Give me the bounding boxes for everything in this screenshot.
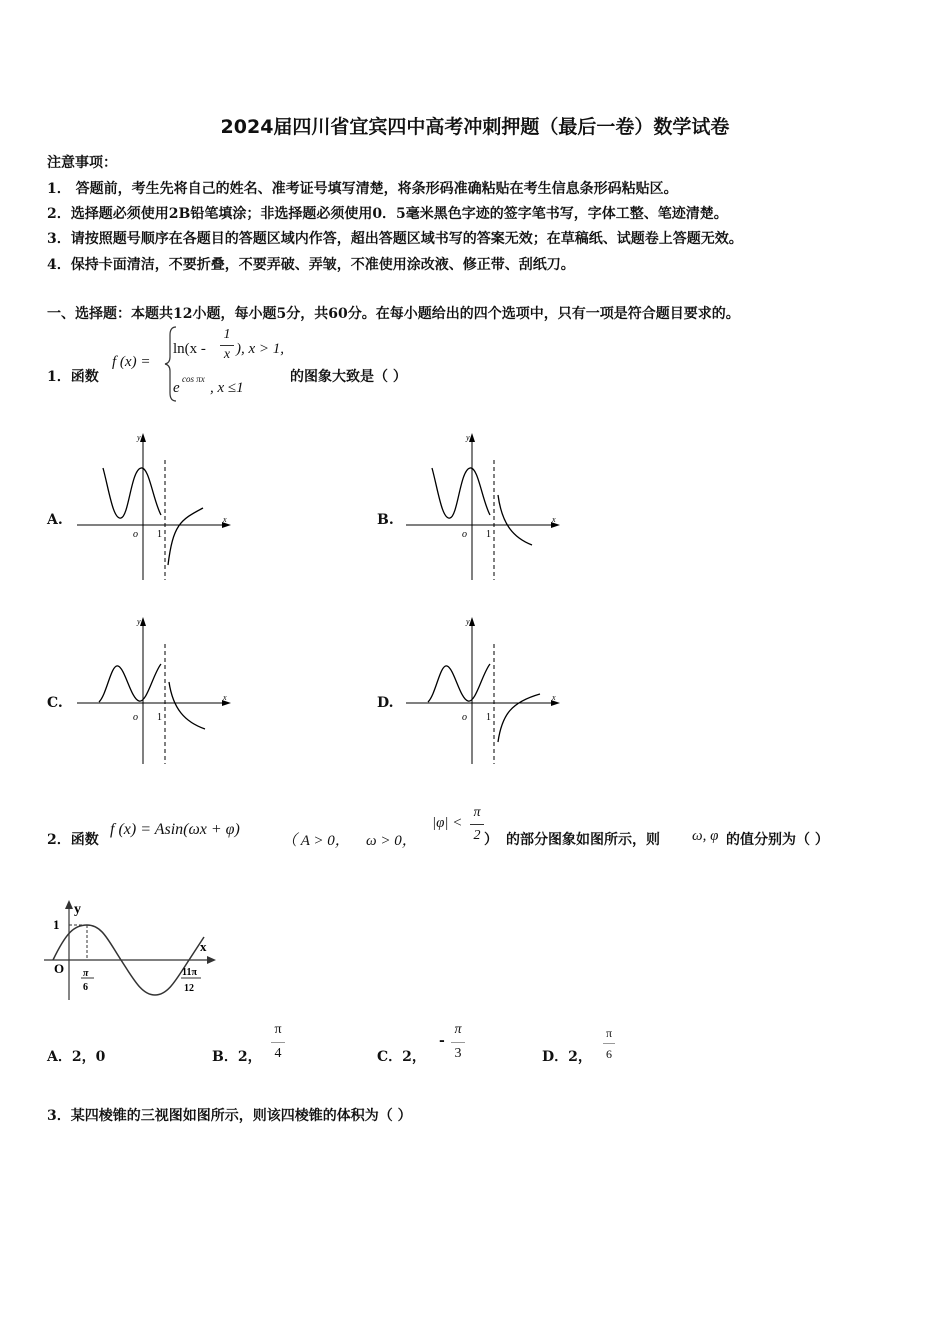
q2-tick2-den: 12 [184,983,194,994]
q1-c-curve-right [169,682,205,729]
q2-cond3-close: ） [484,832,498,848]
q2-suffix2: 的值分别为（ ） [726,832,829,848]
q2-option-b-label: B．2， [212,1049,262,1065]
q2-xlabel: x [200,939,207,954]
notice-item-1: 1． 答题前，考生先将自己的姓名、准考证号填写清楚，将条形码准确粘贴在考生信息条形码粘贴区。 [47,181,678,197]
q2-tick1-num: π [83,968,89,979]
notice-item-3: 3．请按照题号顺序在各题目的答题区域内作答，超出答题区域书写的答案无效；在草稿纸、试题卷上答题无效。 [47,231,743,247]
q1-option-a-label: A. [47,512,63,528]
q2-option-d-label: D．2， [542,1049,592,1065]
q1-case2-tail: , x ≤1 [210,380,244,396]
q2-option-b-bar [271,1042,285,1043]
q2-prefix: 2．函数 [47,832,99,848]
q2-cond2: ω > 0， [366,833,417,849]
q1-case2-exp: cos πx [182,374,205,384]
q2-one: 1 [53,917,60,932]
q1-option-c-label: C. [47,695,63,711]
q1-c-one: 1 [157,712,162,723]
page-title: 2024届四川省宜宾四中高考冲刺押题（最后一卷）数学试卷 [220,116,730,138]
q1-b-origin: o [462,529,467,540]
q1-d-curve-left [428,664,490,702]
q1-d-one: 1 [486,712,491,723]
q2-option-d-num: π [605,1026,613,1040]
q2-option-c-num: π [454,1022,462,1037]
q1-d-ylabel: y [466,617,470,626]
q1-a-curve-right [168,508,203,565]
q2-option-d-bar [603,1043,615,1044]
q1-fx: f (x) = [112,354,151,370]
q2-option-c-den: 3 [454,1046,462,1061]
q2-sine-graph [44,895,220,1005]
q1-a-one: 1 [157,529,162,540]
q1-case1: ln(x - [173,341,206,357]
q2-tick1-den: 6 [83,982,88,993]
q2-origin: O [54,961,65,976]
q1-d-xlabel: x [552,693,556,702]
q1-b-curve-left [432,468,490,518]
q2-cond3-num: π [473,805,481,820]
q2-formula: f (x) = Asin(ωx + φ) [110,821,240,838]
q2-vars: ω, φ [692,828,719,844]
q1-option-c-graph [75,614,235,766]
q1-c-ylabel: y [137,617,141,626]
q2-option-d-den: 6 [606,1047,612,1061]
q1-a-curve-left [103,468,161,518]
q1-a-origin: o [133,529,138,540]
q1-option-d-graph [404,614,564,766]
notice-heading: 注意事项： [47,155,117,171]
q2-cond3-den: 2 [473,828,481,843]
q1-case1-tail: ), x > 1, [236,341,285,357]
q1-b-xlabel: x [552,515,556,524]
q1-b-curve-right [498,495,532,545]
notice-item-4: 4．保持卡面清洁，不要折叠，不要弄破、弄皱，不准使用涂改液、修正带、刮纸刀。 [47,257,575,273]
q2-option-b-den: 4 [274,1046,282,1061]
q2-cond3-lhs: |φ| < [432,815,463,831]
q1-suffix: 的图象大致是（ ） [290,369,407,385]
q2-cond3-bar [470,824,484,825]
q2-option-c-sign: - [439,1033,445,1049]
section-heading: 一、选择题：本题共12小题，每小题5分，共60分。在每小题给出的四个选项中，只有一项是符合题目要求的。 [47,306,740,322]
q1-prefix: 1．函数 [47,369,99,385]
q2-option-c-bar [451,1042,465,1043]
q1-d-curve-right [498,694,540,742]
q1-option-d-label: D. [377,695,394,711]
q3-text: 3．某四棱锥的三视图如图所示，则该四棱锥的体积为（ ） [47,1108,412,1124]
q2-ylabel: y [74,902,81,917]
q2-option-b-num: π [274,1022,282,1037]
q1-option-b-graph [404,430,564,582]
q1-c-origin: o [133,712,138,723]
q1-frac-den: x [223,347,231,362]
q1-frac-num: 1 [223,327,231,342]
q2-suffix: 的部分图象如图所示，则 [506,832,660,848]
notice-item-2: 2．选择题必须使用2B铅笔填涂；非选择题必须使用0．5毫米黑色字迹的签字笔书写，字体工整、笔迹清楚。 [47,206,728,222]
q2-option-a: A．2，0 [47,1049,106,1065]
q1-b-ylabel: y [466,433,470,442]
q2-tick2-num: 11π [182,967,197,978]
q1-option-b-label: B. [377,512,394,528]
q1-c-xlabel: x [223,693,227,702]
q2-option-c-label: C．2， [377,1049,426,1065]
q1-option-a-graph [75,430,235,582]
q1-b-one: 1 [486,529,491,540]
q1-a-ylabel: y [137,433,141,442]
q1-frac-bar [220,345,234,346]
q1-d-origin: o [462,712,467,723]
q1-c-curve-left [99,664,161,702]
q2-cond1: （ A > 0， [282,833,350,849]
q1-a-xlabel: x [223,515,227,524]
q1-case2-base: e [173,380,180,396]
